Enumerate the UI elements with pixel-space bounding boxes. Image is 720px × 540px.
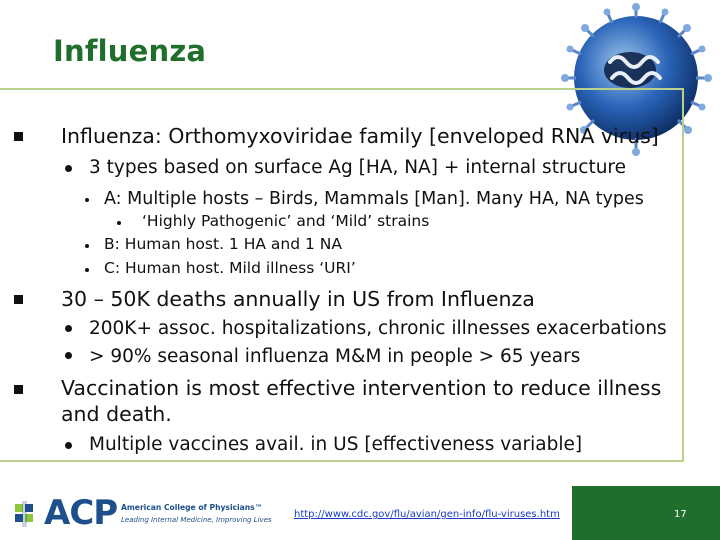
acp-logo-mark-icon bbox=[10, 499, 40, 529]
round-bullet-icon bbox=[65, 325, 72, 332]
bullet-level4: ‘Highly Pathogenic’ and ‘Mild’ strains bbox=[142, 212, 430, 230]
bullet-level3: B: Human host. 1 HA and 1 NA bbox=[104, 235, 342, 253]
bullet-level1: Vaccination is most effective intervention to reduce illness bbox=[61, 376, 662, 400]
small-bullet-icon bbox=[85, 268, 89, 272]
bullet-level2: 200K+ assoc. hospitalizations, chronic illnesses exacerbations bbox=[89, 318, 667, 339]
footer-bar bbox=[0, 486, 720, 540]
page-number: 17 bbox=[674, 509, 687, 520]
small-bullet-icon bbox=[85, 244, 89, 248]
round-bullet-icon bbox=[65, 442, 72, 449]
round-bullet-icon bbox=[65, 165, 72, 172]
acp-logo[interactable] bbox=[0, 486, 282, 540]
bullet-level2: > 90% seasonal influenza M&M in people > 65 years bbox=[89, 346, 581, 367]
logo-acp-text: ACP bbox=[44, 493, 118, 533]
bullet-level1: 30 – 50K deaths annually in US from Influenza bbox=[61, 287, 535, 311]
square-bullet-icon bbox=[14, 385, 23, 394]
bullet-level3 bbox=[104, 189, 644, 209]
cdc-link[interactable]: http://www.cdc.gov/flu/avian/gen-info/flu-viruses.htm bbox=[294, 509, 560, 520]
square-bullet-icon bbox=[14, 132, 23, 141]
bullet-text: A: Multiple hosts – Birds, Mammals [Man]. Many HA, NA types bbox=[104, 189, 644, 209]
bullet-level3: C: Human host. Mild illness ‘URI’ bbox=[104, 259, 356, 277]
bullet-level2: Multiple vaccines avail. in US [effectiveness variable] bbox=[89, 434, 583, 455]
link-box bbox=[282, 486, 572, 540]
bullet-level2: 3 types based on surface Ag [HA, NA] + internal structure bbox=[89, 157, 627, 178]
frame-top-line bbox=[0, 88, 682, 90]
slide-title: Influenza bbox=[53, 34, 207, 68]
small-bullet-icon bbox=[85, 198, 89, 202]
logo-tagline: Leading Internal Medicine, Improving Lives bbox=[121, 516, 272, 524]
round-bullet-icon bbox=[65, 352, 72, 359]
bullet-level1: Influenza: Orthomyxoviridae family [enveloped RNA virus] bbox=[61, 124, 659, 148]
small-bullet-icon bbox=[117, 221, 121, 225]
frame-bottom-line bbox=[0, 460, 684, 462]
logo-name: American College of Physicians™ bbox=[121, 503, 263, 512]
bullet-level1-continued: and death. bbox=[61, 402, 172, 426]
square-bullet-icon bbox=[14, 295, 23, 304]
frame-right-line bbox=[682, 88, 684, 460]
